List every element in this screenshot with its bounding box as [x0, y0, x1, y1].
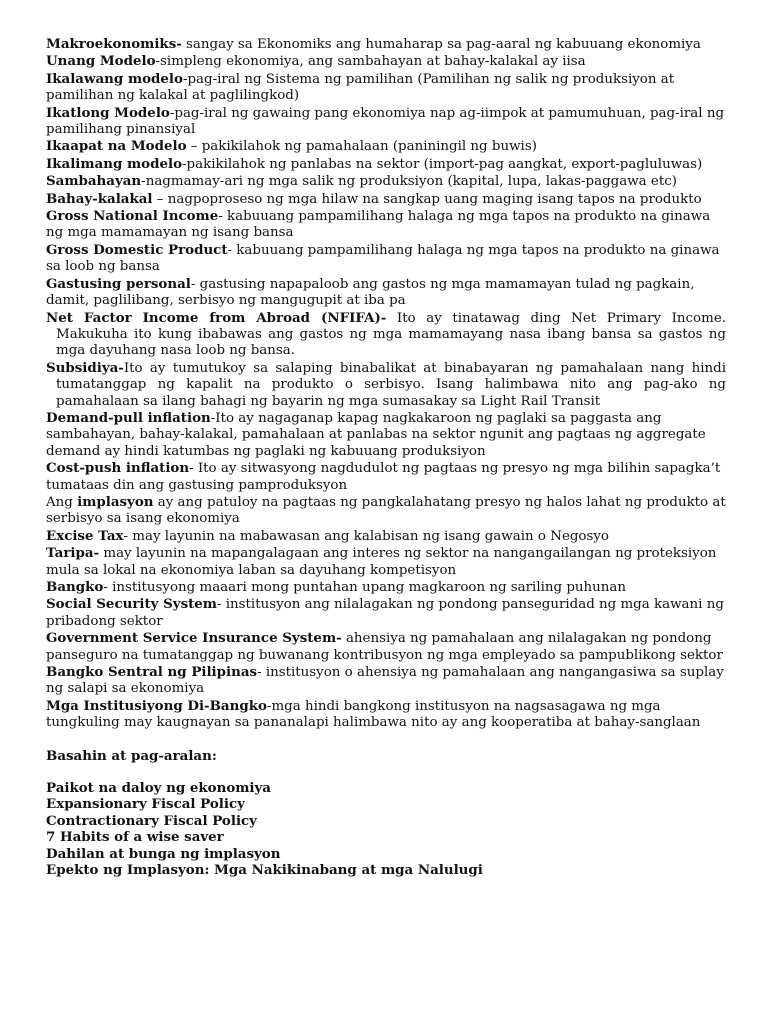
- definition-text: – nagpoproseso ng mga hilaw na sangkap uang maging isang tapos na produkto: [152, 191, 702, 207]
- study-topic: Expansionary Fiscal Policy: [46, 796, 245, 813]
- definition-term: Sambahayan: [46, 173, 142, 190]
- definition-term: Excise Tax: [46, 527, 124, 544]
- definition-term: Ikalimang modelo: [46, 155, 182, 172]
- definition-entry: [46, 630, 726, 664]
- definition-term: Taripa-: [46, 545, 100, 562]
- definition-text: Ito ay tinatawag ding Net Primary Income. Makukuha ito kung ibabawas ang gastos ng mga mamamayang nasa ibang bansa sa gastos ng mga dayuhang nasa loob ng bansa.: [56, 310, 726, 359]
- definition-entry: [46, 579, 726, 596]
- definition-entry: [46, 698, 726, 732]
- study-heading: Basahin at pag-aralan:: [46, 747, 217, 764]
- definition-entry: [46, 71, 726, 105]
- definition-entry: [46, 53, 726, 70]
- definition-entry: [46, 460, 726, 494]
- definition-term: Subsidiya-: [46, 359, 124, 376]
- definition-entry: [46, 105, 726, 139]
- spacer: [46, 732, 726, 748]
- definition-term: Mga Institusiyong Di-Bangko: [46, 697, 267, 714]
- definition-entry: [46, 494, 726, 528]
- definition-entry: [46, 664, 726, 698]
- definition-term: Ikatlong Modelo: [46, 104, 170, 121]
- definition-text: -Ito ay nagaganap kapag nagkakaroon ng paglaki sa paggasta ang sambahayan, bahay-kalakal, pamahalaan at panlabas na sektor ngunit ang pagtaas ng aggregate demand ay hindi katumbas ng paglaki ng kabuuang produksiyon: [46, 410, 706, 459]
- definition-text: - kabuuang pampamilihang halaga ng mga tapos na produkto na ginawa sa loob ng bansa: [46, 242, 720, 275]
- definition-text: - institusyong maaari mong puntahan upang magkaroon ng sariling puhunan: [103, 580, 627, 595]
- definition-entry: [46, 528, 726, 545]
- definition-term: Gastusing personal: [46, 275, 191, 292]
- definition-text: - institusyon o ahensiya ng pamahalaan ang nangangasiwa sa suplay ng salapi sa ekonomiya: [46, 665, 724, 697]
- definition-text: Ito ay tumutukoy sa salaping binabalikat at binabayaran ng pamahalaan nang hindi tumatanggap ng kapalit na produkto o serbisyo. Isang halimbawa nito ang pag-ako ng pamahalaan sa ilang bahagi ng bayarin ng mga sumasakay sa Light Rail Transit: [56, 360, 726, 409]
- definition-text: -pag-iral ng Sistema ng pamilihan (Pamilihan ng salik ng produksiyon at pamilihan ng kalakal at paglilingkod): [46, 71, 675, 104]
- definition-text: - institusyon ang nilalagakan ng pondong panseguridad ng mga kawani ng pribadong sektor: [46, 597, 724, 629]
- definition-text: -mga hindi bangkong institusyon na nagsasagawa ng mga tungkuling may kaugnayan sa pananalapi halimbawa nito ay ang kooperatiba at bahay-sanglaan: [46, 698, 701, 731]
- definition-text: -pakikilahok ng panlabas na sektor (import-pag aangkat, export-pagluluwas): [182, 156, 703, 172]
- definition-term: Ikaapat na Modelo: [46, 138, 187, 155]
- definition-term: Gross National Income: [46, 208, 219, 225]
- definition-text: ahensiya ng pamahalaan ang nilalagakan ng pondong panseguro na tumatanggap ng buwanang kontribusyon ng mga empleyado sa pampublikong sektor: [46, 631, 723, 663]
- definition-term: Cost-push inflation: [46, 460, 190, 477]
- definition-entry: [46, 208, 726, 242]
- definition-term: Social Security System: [46, 596, 217, 613]
- definition-entry: [46, 596, 726, 630]
- definition-entry: [46, 242, 726, 276]
- document-page: [46, 36, 726, 879]
- study-topic: Epekto ng Implasyon: Mga Nakikinabang at mga Nalulugi: [46, 862, 483, 879]
- definition-text: - kabuuang pampamilihang halaga ng mga tapos na produkto na ginawa ng mga mamamayan ng isang bansa: [46, 209, 711, 241]
- definition-term: Bangko Sentral ng Pilipinas: [46, 664, 258, 681]
- definition-text: - Ito ay sitwasyong nagdudulot ng pagtaas ng presyo ng mga bilihin sapagka’t tumataas din ang gastusing pamproduksyon: [46, 461, 721, 493]
- definition-term: implasyon: [77, 493, 154, 510]
- definition-entry: [46, 138, 726, 155]
- definition-text: -pag-iral ng gawaing pang ekonomiya nap ag-iimpok at pamumuhuan, pag-iral ng pamilihang pinansiyal: [46, 105, 725, 138]
- spacer: [46, 764, 726, 780]
- study-topic: Dahilan at bunga ng implasyon: [46, 845, 281, 862]
- study-topic: Contractionary Fiscal Policy: [46, 812, 257, 829]
- definition-term: Demand-pull inflation: [46, 409, 211, 426]
- study-topics-list: [46, 780, 726, 878]
- study-topic: Paikot na daloy ng ekonomiya: [46, 780, 271, 797]
- definition-entry: [46, 173, 726, 190]
- definitions-list: [46, 36, 726, 732]
- definition-entry: [46, 410, 726, 460]
- definition-entry: [46, 276, 726, 310]
- definition-entry: [46, 191, 726, 208]
- definition-entry: [46, 310, 726, 360]
- definition-text: sangay sa Ekonomiks ang humaharap sa pag-aaral ng kabuuang ekonomiya: [181, 37, 701, 52]
- definition-entry: [46, 156, 726, 173]
- definition-term: Unang Modelo: [46, 53, 156, 70]
- definition-entry: [46, 360, 726, 410]
- definition-term: Net Factor Income from Abroad (NFIFA)-: [46, 309, 387, 326]
- definition-text: - gastusing napapaloob ang gastos ng mga mamamayan tulad ng pagkain, damit, paglilibang, serbisyo ng mangugupit at iba pa: [46, 276, 695, 309]
- definition-entry: [46, 545, 726, 579]
- definition-text: - may layunin na mabawasan ang kalabisan ng isang gawain o Negosyo: [123, 528, 609, 544]
- study-topic: 7 Habits of a wise saver: [46, 829, 224, 846]
- definition-text: may layunin na mapangalagaan ang interes ng sektor na nangangailangan ng proteksiyon mula sa lokal na ekonomiya laban sa dayuhang kompetisyon: [46, 546, 717, 578]
- definition-term: Bahay-kalakal: [46, 190, 153, 207]
- definition-entry: [46, 36, 726, 53]
- definition-term: Government Service Insurance System-: [46, 630, 342, 647]
- definition-text: ay ang patuloy na pagtaas ng pangkalahatang presyo ng halos lahat ng produkto at serbisyo sa isang ekonomiya: [46, 494, 726, 527]
- definition-term: Makroekonomiks-: [46, 36, 182, 52]
- definition-text: – pakikilahok ng pamahalaan (paniningil ng buwis): [186, 139, 537, 155]
- definition-text: -nagmamay-ari ng mga salik ng produksiyon (kapital, lupa, lakas-paggawa etc): [141, 174, 677, 190]
- definition-term: Bangko: [46, 579, 104, 595]
- definition-prefix: Ang: [46, 494, 78, 510]
- definition-term: Gross Domestic Product: [46, 241, 228, 258]
- definition-term: Ikalawang modelo: [46, 70, 183, 87]
- definition-text: -simpleng ekonomiya, ang sambahayan at bahay-kalakal ay iisa: [155, 54, 586, 70]
